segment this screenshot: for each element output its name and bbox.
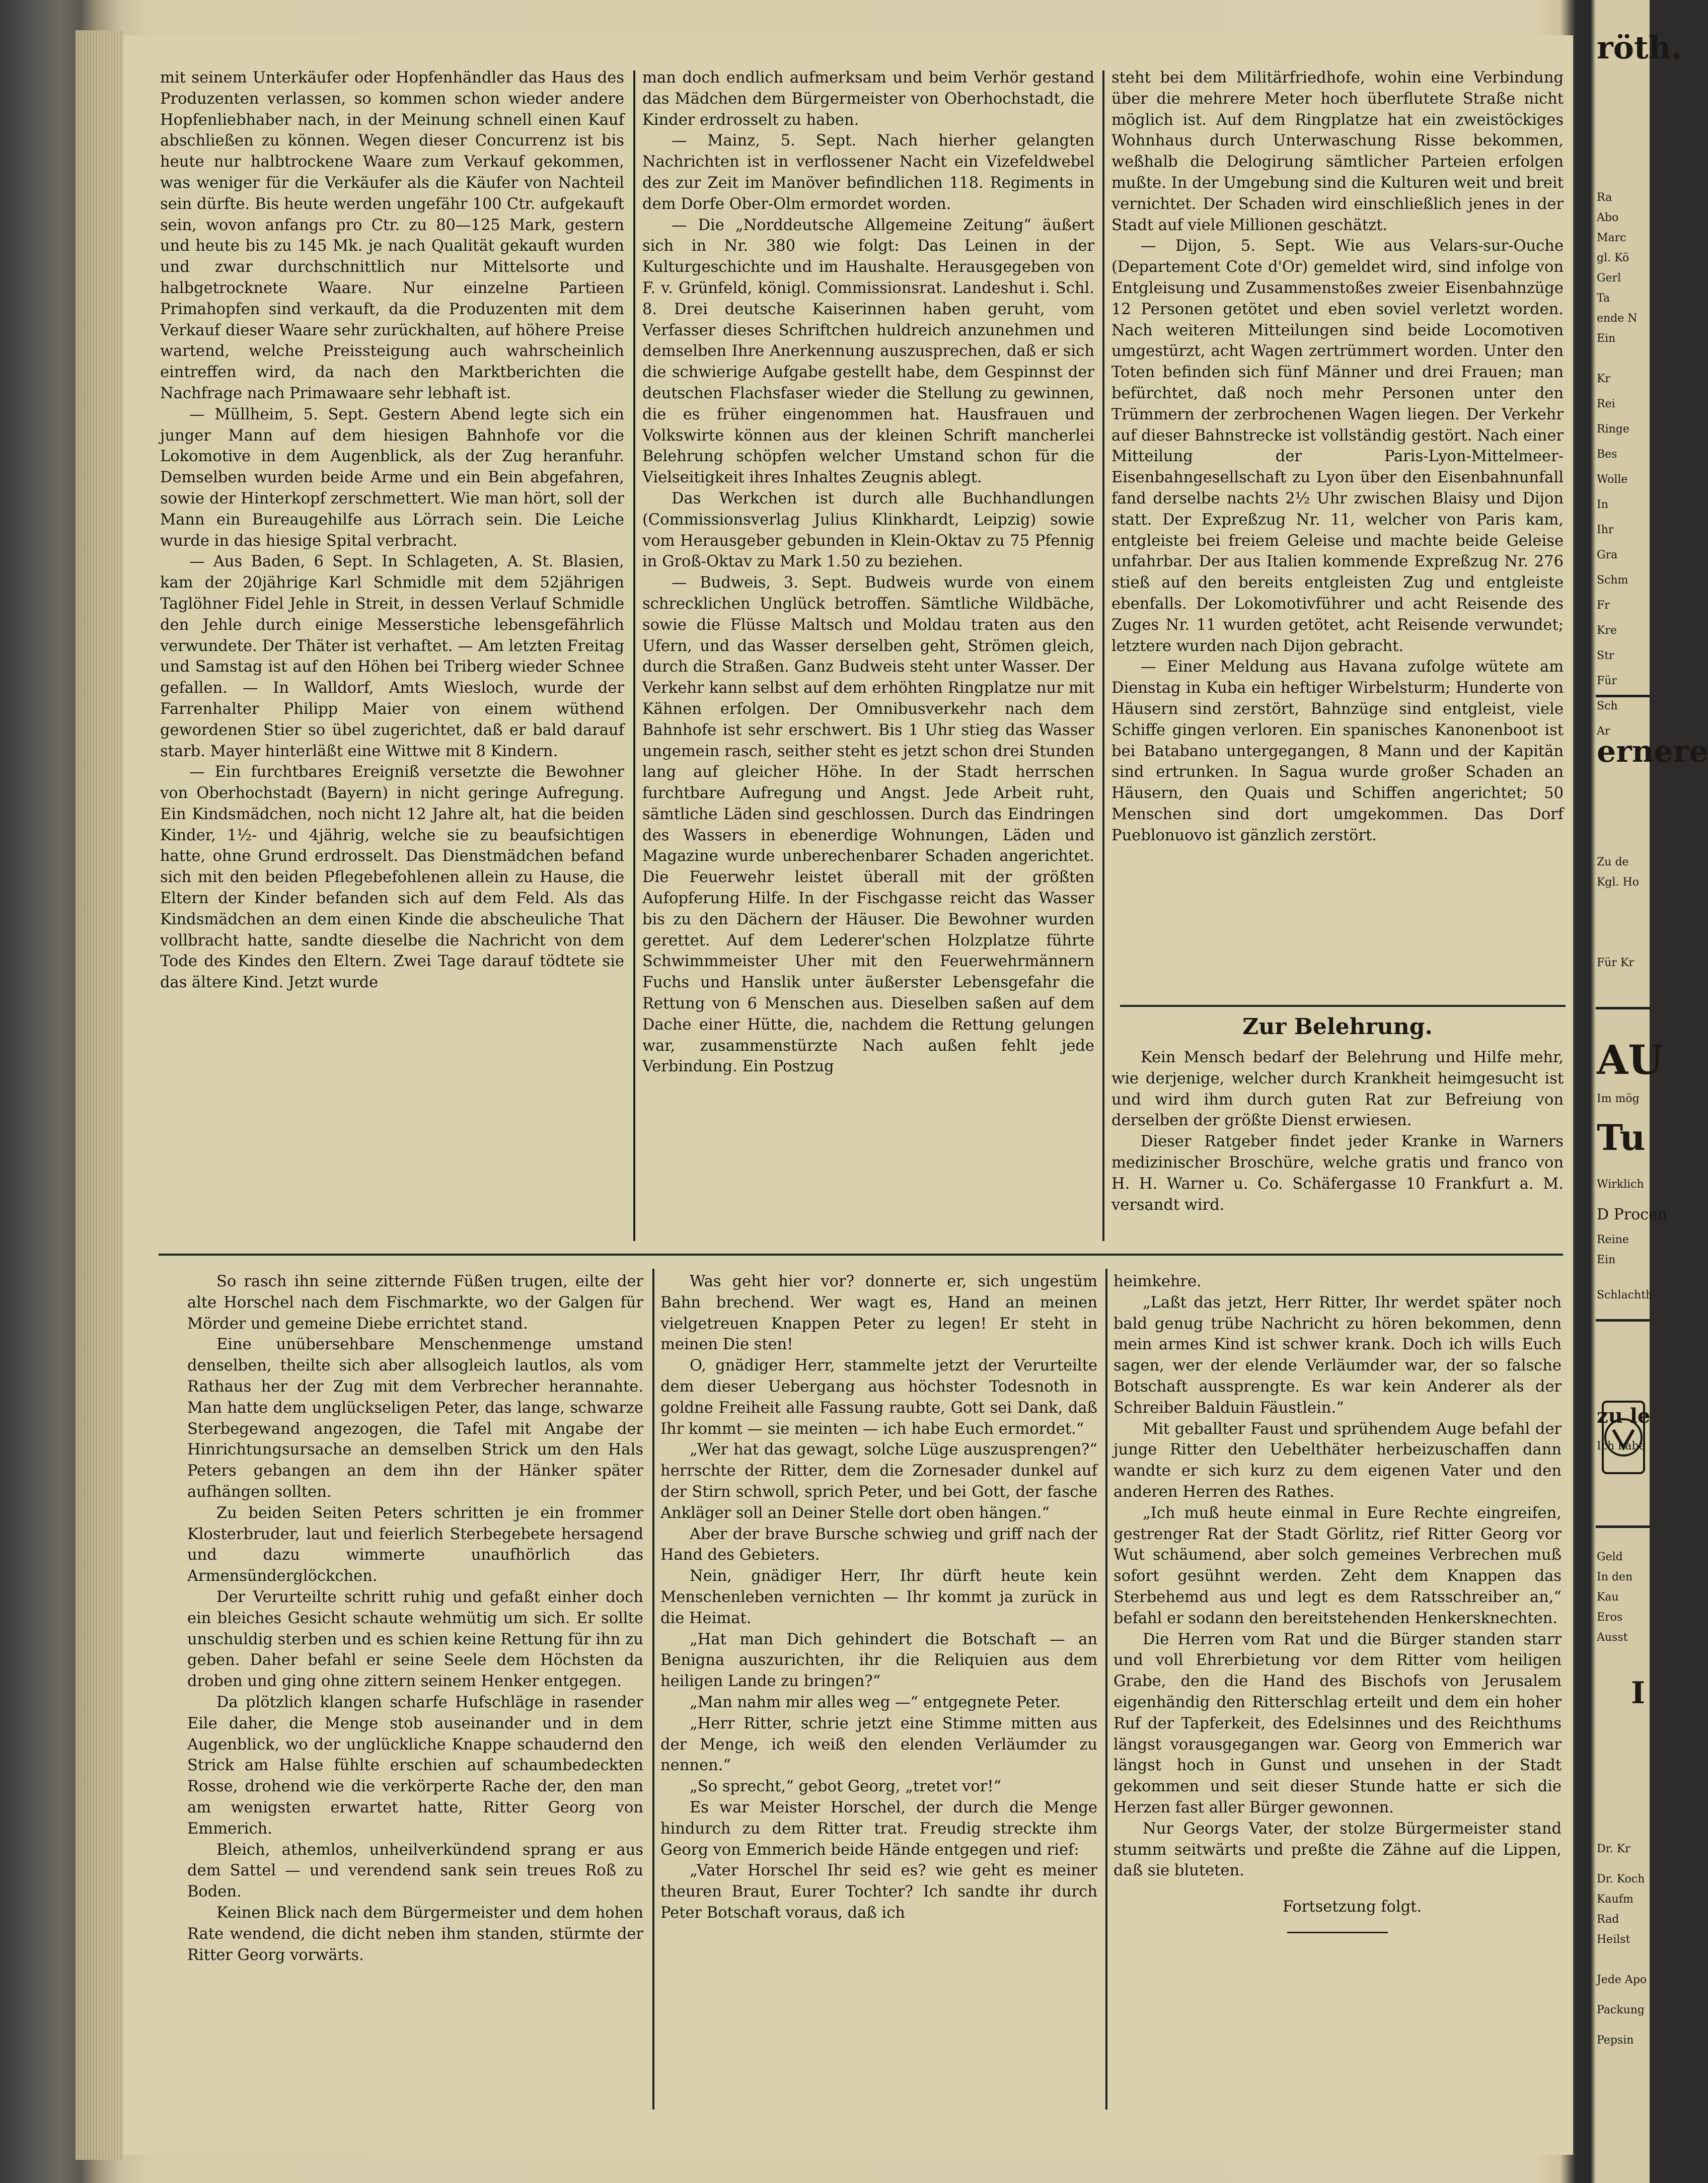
- story-column: [1113, 1271, 1562, 2107]
- story-column: [187, 1271, 643, 2107]
- paragraph: Bleich, athemlos, unheilverkündend sprang er aus dem Sattel — und verendend sank sein treues Roß zu Boden.: [187, 1841, 643, 1901]
- paragraph: — Die „Norddeutsche Allgemeine Zeitung“ äußert sich in Nr. 380 wie folgt: Das Leinen in der Kulturgeschichte und im Haushalte. Herausgegeben von F. v. Grünfeld, königl. Commissionsrat. Landeshut i. Schl. 8. Drei deutsche Kaiserinnen haben geruht, vom Verfasser dieses Schriftchen huldreich anzunehmen und demselben Ihre Anerkennung auszusprechen, daß er sich die schwierige Aufgabe gestellt habe, dem Gespinnst der deutschen Flachsfaser wieder die Stellung zu gewinnen, die es früher eingenommen hat. Hausfrauen und Volkswirte können aus der kleinen Schrift mancherlei Belehrung schöpfen welcher Umstand schon für die Vielseitigkeit ihres Inhaltes Zeugnis ablegt.: [642, 216, 1094, 487]
- strip-fragment: Str: [1597, 649, 1614, 662]
- strip-fragment: Tu: [1597, 1117, 1646, 1158]
- notice-box: [1111, 1009, 1564, 1246]
- strip-fragment: ende N: [1597, 312, 1638, 325]
- strip-rule: [1596, 1319, 1650, 1322]
- strip-fragment: Wolle: [1597, 473, 1628, 486]
- strip-fragment: Marc: [1597, 232, 1626, 244]
- strip-fragment: gl. Kö: [1597, 252, 1629, 264]
- paragraph: — Dijon, 5. Sept. Wie aus Velars-sur-Ouche (Departement Cote d'Or) gemeldet wird, sind infolge von Entgleisung und Zusammenstoßes zweier Eisenbahnzüge 12 Personen getötet und eben soviel verletzt worden. Nach weiteren Mitteilungen sind beide Locomotiven umgestürzt, acht Wagen zertrümmert worden. Unter den Toten befinden sich fünf Männer und drei Frauen; man befürchtet, daß noch mehr Personen unter den Trümmern der zerbrochenen Wagen liegen. Der Verkehr auf dieser Bahnstrecke ist vollständig gestört. Nach einer Mitteilung der Paris-Lyon-Mittelmeer-Eisenbahngesellschaft zu Lyon über den Eisenbahnunfall fand derselbe nachts 2½ Uhr zwischen Blaisy und Dijon statt. Der Expreßzug Nr. 11, welcher von Paris kam, entgleiste bei freiem Geleise und machte beide Geleise unfahrbar. Der aus Italien kommende Expreßzug Nr. 276 stieß auf den bereits entgleisten Zug und entgleiste ebenfalls. Der Lokomotivführer und acht Reisende des Zuges Nr. 11 wurden getötet, acht Reisende verwundet; letztere wurden nach Dijon gebracht.: [1111, 237, 1564, 655]
- end-rule: [1287, 1932, 1388, 1933]
- column-rule-1: [633, 70, 635, 1241]
- strip-fragment: Ein: [1597, 332, 1616, 345]
- strip-fragment: Kr: [1597, 373, 1610, 385]
- paragraph: man doch endlich aufmerksam und beim Verhör gestand das Mädchen dem Bürgermeister von Oberhochstadt, die Kinder erdrosselt zu haben.: [642, 69, 1094, 129]
- paragraph: — Aus Baden, 6 Sept. In Schlageten, A. St. Blasien, kam der 20jährige Karl Schmidle mit dem 52jährigen Taglöhner Fidel Jehle in Streit, in dessen Verlauf Schmidle den Jehle durch einige Messerstiche lebensgefährlich verwundete. Der Thäter ist verhaftet. — Am letzten Freitag und Samstag ist auf den Höhen bei Triberg wieder Schnee gefallen. — In Walldorf, Amts Wiesloch, wurde der Farrenhalter Philipp Maier von einem wüthend gewordenen Stier so übel zugerichtet, daß er bald darauf starb. Mayer hinterläßt eine Wittwe mit 8 Kindern.: [160, 553, 624, 760]
- strip-rule: [1596, 1525, 1650, 1528]
- strip-fragment: Dr. Kr: [1597, 1843, 1630, 1855]
- strip-fragment: I: [1631, 1676, 1646, 1711]
- column-rule-2: [1102, 70, 1104, 1241]
- strip-fragment: Gerl: [1597, 272, 1621, 284]
- strip-fragment: Im mög: [1597, 1093, 1640, 1105]
- stamp-logo-icon: [1601, 1400, 1646, 1475]
- strip-fragment: Jede Apo: [1597, 1974, 1647, 1986]
- paragraph: steht bei dem Militärfriedhofe, wohin eine Verbindung über die mehrere Meter hoch überflutete Straße nicht möglich ist. Auf dem Ringplatze hat ein zweistöckiges Wohnhaus durch Unterwaschung Risse bekommen, weßhalb die Delogirung sämtlicher Parteien erfolgen mußte. In der Umgebung sind die Kulturen weit und breit vernichtet. Der Schaden wird einschließlich jenes in der Stadt auf viele Millionen geschätzt.: [1111, 69, 1564, 234]
- paragraph: O, gnädiger Herr, stammelte jetzt der Verurteilte dem dieser Uebergang aus höchster Todesnoth in goldne Freiheit alle Fassung raubte, Gott sei Dank, daß Ihr kommt — sie meinten — ich habe Euch ermordet.“: [660, 1357, 1097, 1438]
- paragraph: heimkehre.: [1113, 1273, 1202, 1290]
- article-column: [1111, 67, 1564, 1004]
- strip-fragment: Ta: [1597, 292, 1610, 305]
- strip-fragment: Schm: [1597, 574, 1628, 587]
- paragraph: Dieser Ratgeber findet jeder Kranke in Warners medizinischer Broschüre, welche gratis und franco von H. H. Warner u. Co. Schäfergasse 10 Frankfurt a. M. versandt wird.: [1111, 1133, 1564, 1214]
- strip-fragment: Eros: [1597, 1611, 1623, 1624]
- paragraph: Da plötzlich klangen scharfe Hufschläge in rasender Eile daher, die Menge stob auseinander und in dem Augenblick, wo der unglückliche Knappe schaudernd den Strick am Halse fühlte erschien auf schaumbedeckten Rosse, drohend wie die verkörperte Rache der, den man am wenigsten erwartet hatte, Ritter Georg von Emmerich.: [187, 1693, 643, 1838]
- strip-fragment: Zu de: [1597, 856, 1629, 868]
- notice-rule-top: [1120, 1005, 1566, 1007]
- strip-rule: [1596, 1007, 1650, 1009]
- strip-fragment: Packung: [1597, 2004, 1645, 2016]
- strip-fragment: AU: [1597, 1036, 1663, 1083]
- strip-fragment: Ich habe: [1597, 1440, 1646, 1452]
- paragraph: „Man nahm mir alles weg —“ entgegnete Peter.: [690, 1693, 1061, 1711]
- strip-fragment: Ar: [1597, 725, 1610, 738]
- paragraph: — Ein furchtbares Ereigniß versetzte die Bewohner von Oberhochstadt (Bayern) in nicht geringe Aufregung. Ein Kindsmädchen, noch nicht 12 Jahre alt, hat die beiden Kinder, 1½- und 4jährig, welche sie zu beaufsichtigen hatte, ohne Grund erdrosselt. Das Dienstmädchen befand sich mit den beiden Pflegebefohlenen allein zu Hause, die Eltern der Kinder befanden sich auf dem Feld. Als das Kindsmädchen an dem einen Kinde die abscheuliche That vollbracht hatte, sandte dieselbe die Nachricht von dem Tode des Kindes den Eltern. Zwei Tage darauf tödtete sie das ältere Kind. Jetzt wurde: [160, 763, 624, 992]
- strip-fragment: Fr: [1597, 599, 1610, 612]
- paragraph: Eine unübersehbare Menschenmenge umstand denselben, theilte sich aber allsogleich lautlos, als vom Rathaus her der Zug mit dem Verbrecher herannahte. Man hatte dem unglückseligen Peter, das lange, schwarze Sterbegewand angezogen, die Tafel mit Angabe der Hinrichtungsursache an demselben Strick um den Hals Peters gebangen an dem ihn der Hänker später aufhängen sollten.: [187, 1336, 643, 1501]
- paragraph: Was geht hier vor? donnerte er, sich ungestüm Bahn brechend. Wer wagt es, Hand an meinen vielgetreuen Knappen Peter zu legen! Er steht in meinen Die sten!: [660, 1273, 1097, 1354]
- strip-fragment: Abo: [1597, 211, 1619, 224]
- article-column: [642, 67, 1094, 1246]
- strip-fragment: Ra: [1597, 191, 1612, 204]
- paragraph: Nur Georgs Vater, der stolze Bürgermeister stand stumm seitwärts und preßte die Zähne auf die Lippen, daß sie bluteten.: [1113, 1820, 1562, 1880]
- adjacent-page-strip: [1596, 0, 1708, 2183]
- paragraph: — Müllheim, 5. Sept. Gestern Abend legte sich ein junger Mann auf dem hiesigen Bahnhofe vor die Lokomotive in dem Augenblick, als der Zug heranfuhr. Demselben wurden beide Arme und ein Bein abgefahren, sowie der Hinterkopf zerschmettert. Wie man hört, soll der Mann ein Bureaugehilfe aus Lörrach sein. Die Leiche wurde in das hiesige Spital verbracht.: [160, 405, 624, 550]
- notice-heading: Zur Belehrung.: [1242, 1014, 1433, 1040]
- paragraph: Kein Mensch bedarf der Belehrung und Hilfe mehr, wie derjenige, welcher durch Krankheit heimgesucht ist und wird ihm durch guten Rat zur Befreiung von derselben der größte Dienst erwiesen.: [1111, 1049, 1564, 1130]
- strip-fragment: Kaufm: [1597, 1893, 1633, 1906]
- strip-fragment: Ein: [1597, 1254, 1616, 1266]
- paragraph: Die Herren vom Rat und die Bürger standen starr und voll Ehrerbietung vor dem Ritter vom heiligen Grabe, den die Hand des Bischofs von Jerusalem eigenhändig den Ritterschlag erteilt und dem ein hoher Ruf der Tapferkeit, des Edelsinnes und des Reichthums längst vorausgegangen war. Georg von Emmerich war längst hoch in Gunst und unsehen in der Stadt gekommen und seit dieser Stunde hatte er sich die Herzen fast aller Bürger gewonnen.: [1113, 1630, 1562, 1816]
- paragraph: „Herr Ritter, schrie jetzt eine Stimme mitten aus der Menge, ich weiß den elenden Verläumder zu nennen.“: [660, 1714, 1097, 1775]
- paragraph: — Mainz, 5. Sept. Nach hierher gelangten Nachrichten ist in verflossener Nacht ein Vizefeldwebel des zur Zeit im Manöver befindlichen 118. Regiments in dem Dorfe Ober-Olm ermordet worden.: [642, 132, 1094, 213]
- strip-fragment: Geld: [1597, 1551, 1623, 1563]
- paragraph: Mit geballter Faust und sprühendem Auge befahl der junge Ritter den Uebelthäter herbeizuschaffen dann wandte er sich kurz zu dem eigenen Vater und den anderen Herren des Rathes.: [1113, 1420, 1562, 1501]
- strip-fragment: Kau: [1597, 1591, 1619, 1604]
- paragraph: Zu beiden Seiten Peters schritten je ein frommer Klosterbruder, laut und feierlich Sterbegebete hersagend und dazu wimmerte unaufhörlich das Armensünderglöckchen.: [187, 1504, 643, 1585]
- strip-fragment: Rad: [1597, 1913, 1619, 1926]
- strip-fragment: Für: [1597, 675, 1617, 687]
- strip-fragment: Heilst: [1597, 1933, 1630, 1946]
- paragraph: „Laßt das jetzt, Herr Ritter, Ihr werdet später noch bald genug trübe Nachricht zu hören bekommen, denn mein armes Kind ist schwer krank. Doch ich wills Euch sagen, wer der elende Verläumder war, der so falsche Botschaft aussprengte. Es war kein Anderer als der Schreiber Balduin Fäustlein.“: [1113, 1293, 1562, 1417]
- column-rule-3: [652, 1269, 654, 2109]
- paragraph: Aber der brave Bursche schwieg und griff nach der Hand des Gebieters.: [660, 1525, 1097, 1564]
- strip-fragment: Kgl. Ho: [1597, 876, 1639, 889]
- strip-fragment: Ihr: [1597, 524, 1614, 536]
- story-column: [660, 1271, 1097, 2107]
- continuation-note: Fortsetzung folgt.: [1282, 1898, 1422, 1916]
- strip-fragment: Gra: [1597, 549, 1618, 561]
- paragraph: „Vater Horschel Ihr seid es? wie geht es meiner theuren Braut, Eurer Tochter? Ich sandte ihr durch Peter Botschaft voraus, daß ich: [660, 1862, 1097, 1922]
- strip-fragment: zu le: [1597, 1404, 1651, 1428]
- paragraph: Der Verurteilte schritt ruhig und gefaßt einher doch ein bleiches Gesicht schaute wehmütig um sich. Er sollte unschuldig sterben und es schien keine Rettung für ihn zu geben. Daher befahl er seine Seele dem Höchsten da droben und ging ohne zittern seinem Henker entgegen.: [187, 1588, 643, 1691]
- strip-fragment: Für Kr: [1597, 957, 1634, 969]
- paragraph: „Hat man Dich gehindert die Botschaft — an Benigna auszurichten, ihr die Reliquien aus dem heiligen Lande zu bringen?“: [660, 1630, 1097, 1691]
- strip-fragment: Pepsin: [1597, 2034, 1634, 2047]
- strip-fragment: Rei: [1597, 398, 1615, 410]
- paragraph: Keinen Blick nach dem Bürgermeister und dem hohen Rate wendend, die dicht neben ihm standen, stürmte der Ritter Georg vorwärts.: [187, 1904, 643, 1964]
- strip-fragment: röth.: [1597, 29, 1682, 66]
- strip-fragment: Bes: [1597, 448, 1617, 461]
- strip-fragment: Kre: [1597, 624, 1617, 637]
- article-column: [160, 67, 624, 1246]
- strip-fragment: Wirklich: [1597, 1178, 1644, 1191]
- strip-fragment: In den: [1597, 1571, 1633, 1583]
- strip-fragment: In: [1597, 498, 1608, 511]
- section-rule: [159, 1254, 1563, 1256]
- paragraph: „So sprecht,“ gebot Georg, „tretet vor!“: [690, 1778, 1002, 1796]
- paragraph: Nein, gnädiger Herr, Ihr dürft heute kein Menschenleben vernichten — Ihr kommt ja zurück in die Heimat.: [660, 1567, 1097, 1627]
- strip-fragment: Schlachth: [1597, 1289, 1653, 1301]
- paragraph: — Einer Meldung aus Havana zufolge wütete am Dienstag in Kuba ein heftiger Wirbelsturm; Hunderte von Häusern sind zerstört, Bahnzüge sind entgleist, viele Schiffe gingen verloren. Ein spanisches Kanonenboot ist bei Batabano untergegangen, 8 Mann und der Kapitän sind ertrunken. In Sagua wurde großer Schaden an Häusern, den Quais und Schiffen angerichtet; 50 Menschen sind dort umgekommen. Das Dorf Pueblonuovo ist gänzlich zerstört.: [1111, 658, 1564, 844]
- paragraph: „Ich muß heute einmal in Eure Rechte eingreifen, gestrenger Rat der Stadt Görlitz, rief Ritter Georg vor Wut schäumend, aber solch gemeines Verbrechen muß sofort gesühnt werden. Zeht dem Knappen das Sterbehemd aus und legt es dem Ratsschreiber an,“ befahl er sodann den bereitstehenden Henkersknechten.: [1113, 1504, 1562, 1627]
- strip-fragment: Sch: [1597, 700, 1618, 712]
- strip-fragment: D Procen: [1597, 1206, 1668, 1223]
- paragraph: Es war Meister Horschel, der durch die Menge hindurch zu dem Ritter trat. Freudig streckte ihm Georg von Emmerich beide Hände entgegen und rief:: [660, 1798, 1097, 1859]
- column-rule-4: [1105, 1269, 1107, 2109]
- paragraph: mit seinem Unterkäufer oder Hopfenhändler das Haus des Produzenten verlassen, so kommen schon wieder andere Hopfenliebhaber nach, in der Meinung schnell einen Kauf abschließen zu können. Wegen dieser Concurrenz ist bis heute nur halbtrockene Waare zum Verkauf gekommen, was weniger für die Verkäufer als die Käufer von Nachteil sein dürfte. Bis heute werden ungefähr 100 Ctr. aufgekauft sein, wovon anfangs pro Ctr. zu 80—125 Mark, gestern und heute bis zu 145 Mk. je nach Qualität gekauft wurden und zwar durchschnittlich nur Mittelsorte und halbgetrocknete Waare. Nur einzelne Partieen Primahopfen sind verkauft, da die Produzenten mit dem Verkauf dieser Waare sehr zurückhalten, auf höhere Preise wartend, welche Preissteigung auch wahrscheinlich eintreffen wird, da nach den Marktberichten die Nachfrage nach Primawaare sehr lebhaft ist.: [160, 69, 624, 402]
- strip-fragment: Ringe: [1597, 423, 1629, 435]
- paragraph: „Wer hat das gewagt, solche Lüge auszusprengen?“ herrschte der Ritter, dem die Zornesader dunkel auf der Stirn schwoll, sprich Peter, und bei Gott, der fasche Ankläger soll an Deiner Stelle dort oben hängen.“: [660, 1441, 1097, 1522]
- page-edge: [76, 30, 123, 2160]
- paragraph: — Budweis, 3. Sept. Budweis wurde von einem schrecklichen Unglück betroffen. Sämtliche Wildbäche, sowie die Flüsse Maltsch und Moldau traten aus den Ufern, und das Wasser derselben geht, Strömen gleich, durch die Straßen. Ganz Budweis steht unter Wasser. Der Verkehr kann selbst auf dem erhöhten Ringplatze nur mit Kähnen erfolgen. Der Omnibusverkehr nach dem Bahnhofe ist sehr erschwert. Bis 1 Uhr stieg das Wasser ungemein rasch, seither steht es jetzt schon drei Stunden lang auf gleicher Höhe. In der Stadt herrschen furchtbare Aufregung und Angst. Jede Arbeit ruht, sämtliche Läden sind geschlossen. Durch das Eindringen des Wassers in ebenerdige Wohnungen, Läden und Magazine wurde unberechenbarer Schaden angerichtet. Die Feuerwehr leistet überall mit der größten Aufopferung Hilfe. In der Fischgasse reicht das Wasser bis zu den Dächern der Häuser. Die Bewohner wurden gerettet. Auf dem Lederer'schen Holzplatze führte Schwimmmeister Uher mit den Feuerwehrmännern Fuchs und Hanslik unter äußerster Lebensgefahr die Rettung von 6 Menschen aus. Dieselben saßen auf dem Dache einer Hütte, die, nachdem die Rettung gelungen war, zusammenstürzte Nach außen fehlt jede Verbindung. Ein Postzug: [642, 574, 1094, 1076]
- strip-fragment: Dr. Koch: [1597, 1873, 1645, 1885]
- strip-rule: [1596, 695, 1650, 697]
- paragraph: Das Werkchen ist durch alle Buchhandlungen (Commissionsverlag Julius Klinkhardt, Leipzig) sowie vom Herausgeber gebunden in Klein-Oktav zu 75 Pfennig in Groß-Oktav zu Mark 1.50 zu beziehen.: [642, 489, 1094, 571]
- strip-fragment: ernere: [1597, 734, 1708, 769]
- strip-fragment: Ausst: [1597, 1631, 1628, 1644]
- paragraph: So rasch ihn seine zitternde Füßen trugen, eilte der alte Horschel nach dem Fischmarkte, wo der Galgen für Mörder und gemeine Diebe errichtet stand.: [187, 1273, 643, 1333]
- strip-fragment: Reine: [1597, 1233, 1629, 1246]
